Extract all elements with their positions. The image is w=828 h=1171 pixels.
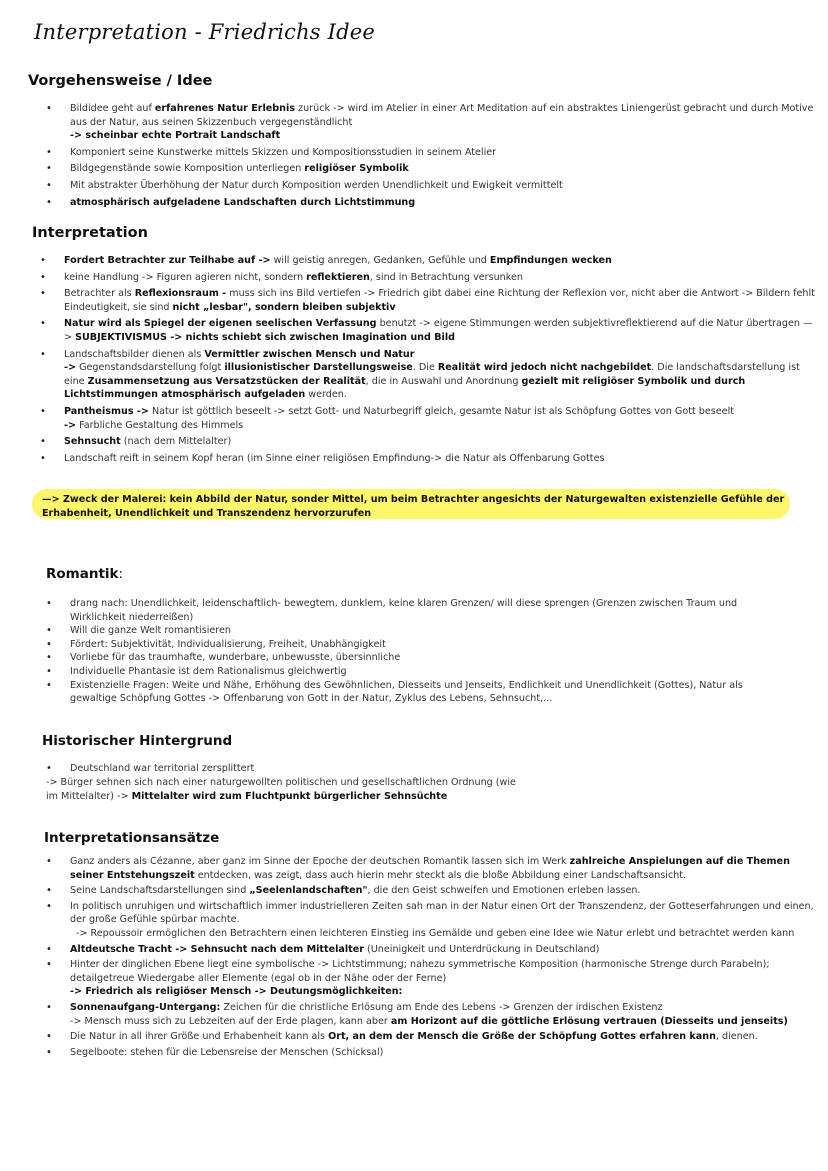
- list-item: • drang nach: Unendlichkeit, leidenschaftlich- bewegtem, dunklem, keine klaren Grenzen/ will diese sprengen (Grenzen zwischen Traum und Wirklichkeit niederreißen): [44, 597, 774, 624]
- heading-romantik: Romantik:: [46, 566, 124, 582]
- list-item: • Fordert Betrachter zur Teilhabe auf -> will geistig anregen, Gedanken, Gefühle und Empfindungen wecken: [38, 254, 820, 268]
- list-item: • Fördert: Subjektivität, Individualisierung, Freiheit, Unabhängigkeit: [44, 638, 774, 652]
- list-item: • Bildidee geht auf erfahrenes Natur Erlebnis zurück -> wird im Atelier in einer Art Meditation auf ein abstraktes Liniengerüst gebracht und durch Motive aus der Natur, aus seinen Skizzenbuch vergegenständlicht -> scheinbar echte Portrait Landschaft: [44, 102, 820, 143]
- list-item: • Segelboote: stehen für die Lebensreise der Menschen (Schicksal): [44, 1046, 824, 1060]
- list-item: • Betrachter als Reflexionsraum - muss sich ins Bild vertiefen -> Friedrich gibt dabei eine Richtung der Reflexion vor, nicht aber die Antwort -> Bildern fehlt Eindeutigkeit, sie sind nicht „lesbar", sondern bleiben subjektiv: [38, 287, 820, 314]
- list-item: • Komponiert seine Kunstwerke mittels Skizzen und Kompositionsstudien in seinem Atelier: [44, 146, 820, 160]
- heading-interpretation: Interpretation: [32, 225, 148, 241]
- list-item: • Pantheismus -> Natur ist göttlich beseelt -> setzt Gott- und Naturbegriff gleich, gesamte Natur ist als Schöpfung Gottes von Gott beseelt -> Farbliche Gestaltung des Himmels: [38, 405, 820, 432]
- list-item: • Existenzielle Fragen: Weite und Nähe, Erhöhung des Gewöhnlichen, Diesseits und Jenseits, Endlichkeit und Unendlichkeit (Gottes), Natur als gewaltige Schöpfung Gottes -> Offenbarung von Gott in der Natur, Zyklus des Lebens, Sehnsucht,...: [44, 679, 774, 706]
- list-item: • Natur wird als Spiegel der eigenen seelischen Verfassung benutzt -> eigene Stimmungen werden subjektivreflektierend auf die Natur übertragen —> SUBJEKTIVISMUS -> nichts schiebt sich zwischen Imagination und Bild: [38, 317, 820, 344]
- list-item: • atmosphärisch aufgeladene Landschaften durch Lichtstimmung: [44, 196, 820, 210]
- list-item: • keine Handlung -> Figuren agieren nicht, sondern reflektieren, sind in Betrachtung versunken: [38, 271, 820, 285]
- list-item: • Sehnsucht (nach dem Mittelalter): [38, 435, 820, 449]
- list-item: • Vorliebe für das traumhafte, wunderbare, unbewusste, übersinnliche: [44, 651, 774, 665]
- list-item: • Bildgegenstände sowie Komposition unterliegen religiöser Symbolik: [44, 162, 820, 176]
- list-historischer-hintergrund: [44, 762, 744, 776]
- historical-note: -> Bürger sehnen sich nach einer naturgewollten politischen und gesellschaftlichen Ordnung (wie im Mittelalter) -> Mittelalter wird zum Fluchtpunkt bürgerlicher Sehnsüchte: [46, 777, 516, 802]
- list-item: • Deutschland war territorial zersplittert: [44, 762, 744, 776]
- list-item: • Altdeutsche Tracht -> Sehnsucht nach dem Mittelalter (Uneinigkeit und Unterdrückung in Deutschland): [44, 943, 824, 957]
- list-item: • Landschaft reift in seinem Kopf heran (im Sinne einer religiösen Empfindung-> die Natur als Offenbarung Gottes: [38, 452, 820, 466]
- list-interpretationsansaetze: [44, 855, 824, 1059]
- heading-historischer-hintergrund: Historischer Hintergrund: [42, 733, 233, 749]
- list-item: • Will die ganze Welt romantisieren: [44, 624, 774, 638]
- list-romantik: [44, 597, 774, 706]
- list-item: • Die Natur in all ihrer Größe und Erhabenheit kann als Ort, an dem der Mensch die Größe der Schöpfung Gottes erfahren kann, dienen.: [44, 1030, 824, 1044]
- page-title: Interpretation - Friedrichs Idee: [34, 20, 376, 44]
- list-item: • Sonnenaufgang-Untergang: Zeichen für die christliche Erlösung am Ende des Lebens -> Grenzen der irdischen Existenz -> Mensch muss sich zu Lebzeiten auf der Erde plagen, kann aber am Horizont auf die göttliche Erlösung vertrauen (Diesseits und jenseits): [44, 1001, 824, 1028]
- list-vorgehensweise: [44, 102, 820, 212]
- list-item: • Mit abstrakter Überhöhung der Natur durch Komposition werden Unendlichkeit und Ewigkeit vermittelt: [44, 179, 820, 193]
- heading-vorgehensweise: Vorgehensweise / Idee: [28, 73, 213, 89]
- list-item: • Landschaftsbilder dienen als Vermittler zwischen Mensch und Natur -> Gegenstandsdarstellung folgt illusionistischer Darstellungsweise. Die Realität wird jedoch nicht nachgebildet. Die landschaftsdarstellung ist eine Zusammensetzung aus Versatzstücken der Realität, die in Auswahl und Anordnung gezielt mit religiöser Symbolik und durch Lichtstimmungen atmosphärisch aufgeladen werden.: [38, 348, 820, 402]
- heading-interpretationsansaetze: Interpretationsansätze: [44, 830, 220, 846]
- list-item: • Seine Landschaftsdarstellungen sind „Seelenlandschaften", die den Geist schweifen und Emotionen erleben lassen.: [44, 884, 824, 898]
- list-item: • Ganz anders als Cézanne, aber ganz im Sinne der Epoche der deutschen Romantik lassen sich im Werk zahlreiche Anspielungen auf die Themen seiner Entstehungszeit entdecken, was zeigt, dass auch hierin mehr steckt als die bloße Abbildung einer Landschaftsansicht.: [44, 855, 824, 882]
- highlight-conclusion: —> Zweck der Malerei: kein Abbild der Natur, sonder Mittel, um beim Betrachter angesichts der Naturgewalten existenzielle Gefühle der Erhabenheit, Unendlichkeit und Transzendenz hervorzurufen: [42, 494, 785, 519]
- list-interpretation: [38, 254, 820, 468]
- list-item: • Individuelle Phantasie ist dem Rationalismus gleichwertig: [44, 665, 774, 679]
- list-item: • In politisch unruhigen und wirtschaftlich immer industrielleren Zeiten sah man in der Natur einen Ort der Transzendenz, der Gotteserfahrungen und einen, der große Gefühle spürbar machte. -> Repoussoir ermöglichen den Betrachtern einen leichteren Einstieg ins Gemälde und geben eine Idee wie Natur erlebt und betrachtet werden kann: [44, 900, 824, 941]
- list-item: • Hinter der dinglichen Ebene liegt eine symbolische -> Lichtstimmung; nahezu symmetrische Komposition (harmonische Strenge durch Parabeln); detailgetreue Wiedergabe aller Elemente (egal ob in der Nähe oder der Ferne) -> Friedrich als religiöser Mensch -> Deutungsmöglichkeiten:: [44, 958, 824, 999]
